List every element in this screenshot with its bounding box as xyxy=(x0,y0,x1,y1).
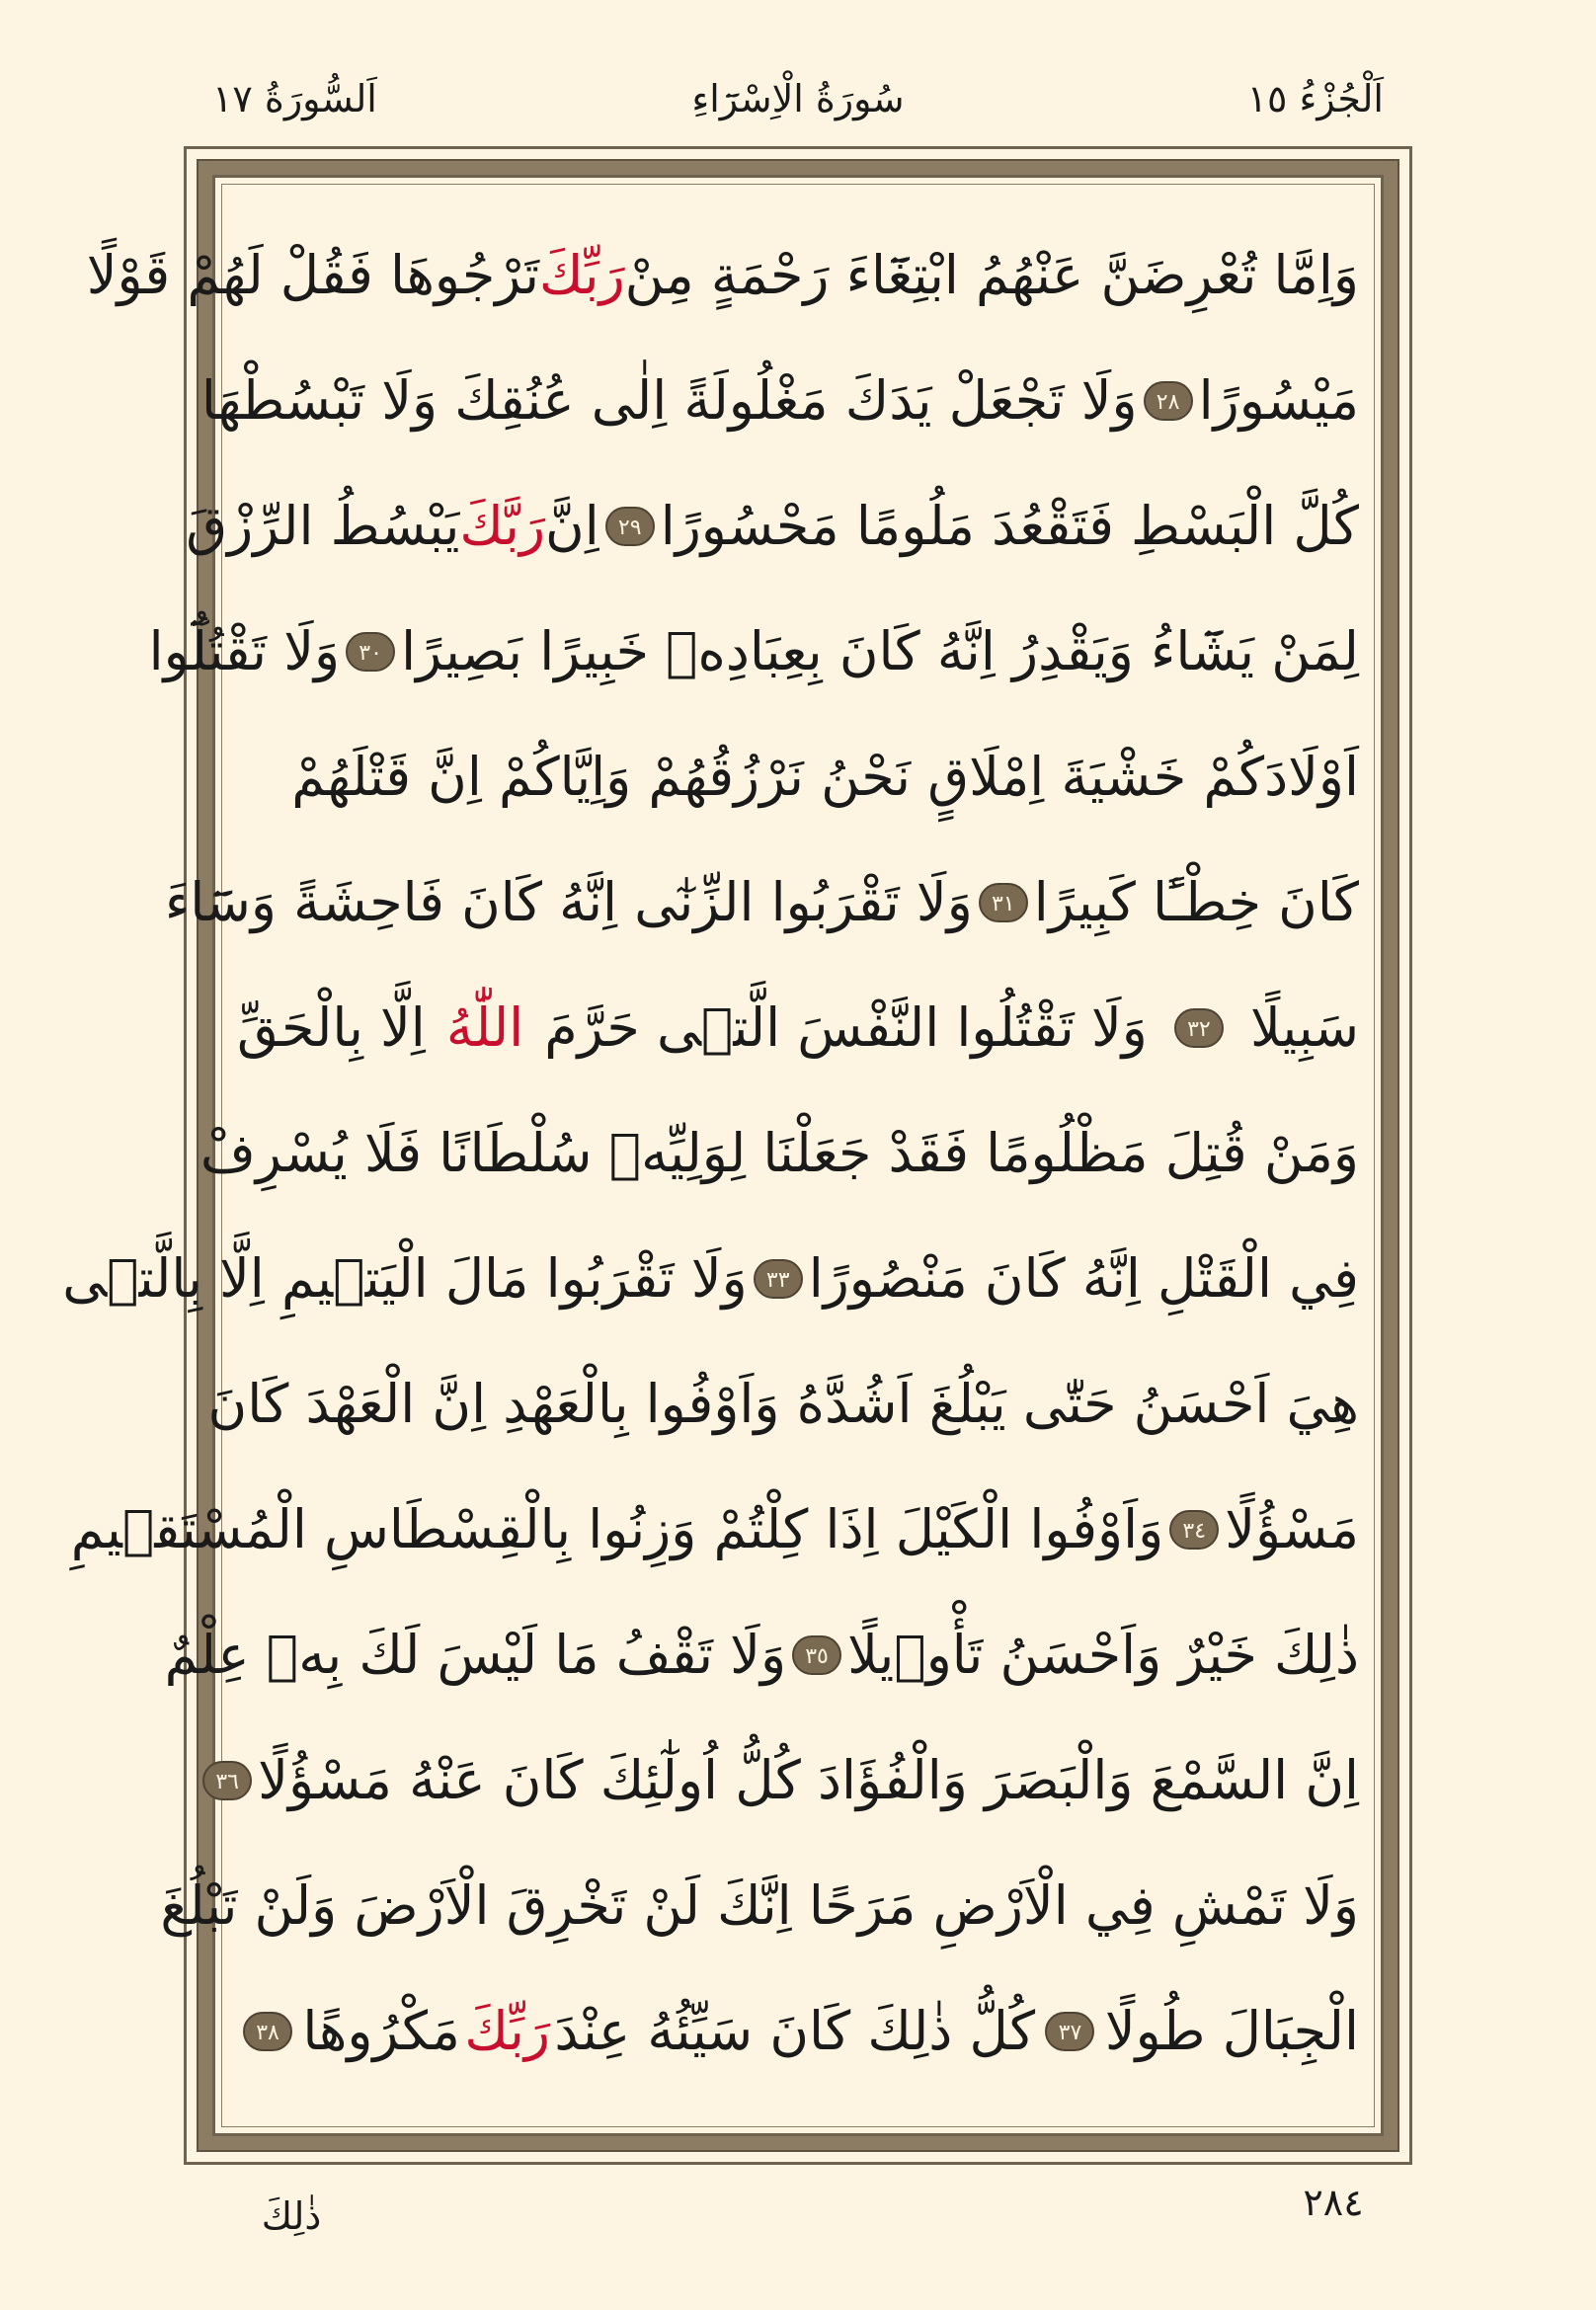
verse-text: ذٰلِكَ خَيْرٌ وَاَحْسَنُ تَأْوٖيلًا xyxy=(847,1624,1359,1686)
verse-text: كَانَ خِطْـًٔا كَبِيرًا xyxy=(1033,871,1359,933)
verse-text: اِنَّ xyxy=(545,495,599,557)
ayah-number-marker: ٣٧ xyxy=(1045,2012,1094,2051)
verse-text: لِمَنْ يَشَٓاءُ وَيَقْدِرُ اِنَّهُ كَانَ بِعِبَادِهٖ خَبِيرًا بَصِيرًا xyxy=(401,620,1359,682)
divine-name-text: رَبِّكَ xyxy=(464,2000,550,2062)
text-line-2 xyxy=(200,343,1359,459)
text-line-5 xyxy=(237,719,1359,836)
verse-text: فِي الْقَتْلِ اِنَّهُ كَانَ مَنْصُورًا xyxy=(808,1247,1359,1310)
text-line-3 xyxy=(186,468,1359,585)
divine-name-text: اللّٰهُ xyxy=(445,996,524,1059)
verse-text: اَوْلَادَكُمْ خَشْيَةَ اِمْلَاقٍ نَحْنُ نَرْزُقُهُمْ وَاِيَّاكُمْ اِنَّ قَتْلَهُمْ xyxy=(291,746,1359,808)
text-line-10 xyxy=(207,1346,1359,1463)
ayah-number-marker: ٢٨ xyxy=(1144,381,1193,421)
verse-text: سَبِيلًا xyxy=(1249,996,1359,1059)
verse-text: وَلَا تَمْشِ فِي الْاَرْضِ مَرَحًا اِنَّكَ لَنْ تَخْرِقَ الْاَرْضَ وَلَنْ تَبْلُغَ xyxy=(160,1874,1359,1937)
page-header xyxy=(0,69,1596,128)
verse-text: وَاِمَّا تُعْرِضَنَّ عَنْهُمُ ابْتِغَٓاءَ رَحْمَةٍ مِنْ xyxy=(624,244,1359,306)
verse-text: وَلَا تَقْتُلُٓوا xyxy=(148,620,341,682)
verse-text: وَلَا تَقْتُلُوا النَّفْسَ الَّتٖى حَرَّمَ xyxy=(544,996,1148,1059)
verse-text: كُلُّ ذٰلِكَ كَانَ سَيِّئُهُ عِنْدَ xyxy=(554,2000,1036,2062)
ayah-number-marker: ٣٤ xyxy=(1169,1510,1219,1550)
verse-text: تَرْجُوهَا فَقُلْ لَهُمْ قَوْلًا xyxy=(86,244,540,306)
text-line-6 xyxy=(164,844,1359,961)
verse-text: يَبْسُطُ الرِّزْقَ xyxy=(186,495,460,557)
text-line-9 xyxy=(62,1221,1359,1337)
verse-text: وَمَنْ قُتِلَ مَظْلُومًا فَقَدْ جَعَلْنَا لِوَلِيِّهٖ سُلْطَانًا فَلَا يُسْرِفْ xyxy=(200,1122,1359,1184)
text-line-8 xyxy=(200,1095,1359,1212)
text-line-7 xyxy=(237,970,1359,1086)
verse-text: اِنَّ السَّمْعَ وَالْبَصَرَ وَالْفُؤَادَ كُلُّ اُولٰٓئِكَ كَانَ عَنْهُ مَسْؤُلًا xyxy=(258,1749,1359,1811)
verse-text: اِلَّا بِالْحَقِّ xyxy=(237,996,426,1059)
ayah-number-marker: ٢٩ xyxy=(605,507,655,546)
verse-text: وَاَوْفُوا الْكَيْلَ اِذَا كِلْتُمْ وَزِنُوا بِالْقِسْطَاسِ الْمُسْتَقٖيمِ xyxy=(70,1498,1164,1560)
page-number: ٢٨٤ xyxy=(1303,2181,1364,2224)
ayah-number-marker: ٣١ xyxy=(979,883,1028,922)
verse-text: الْجِبَالَ طُولًا xyxy=(1104,2000,1359,2062)
text-line-11 xyxy=(70,1472,1359,1588)
text-line-15 xyxy=(237,1973,1359,2090)
verse-text: وَلَا تَقْفُ مَا لَيْسَ لَكَ بِهٖ عِلْمٌ xyxy=(164,1624,787,1686)
text-line-14 xyxy=(160,1848,1359,1964)
juz-label: اَلْجُزْءُ ١٥ xyxy=(1246,77,1384,120)
surah-number: اَلسُّورَةُ ١٧ xyxy=(212,77,377,120)
verse-text: وَلَا تَجْعَلْ يَدَكَ مَغْلُولَةً اِلٰى عُنُقِكَ وَلَا تَبْسُطْهَا xyxy=(200,369,1138,432)
ayah-number-marker: ٣٠ xyxy=(346,632,395,672)
verse-text: وَلَا تَقْرَبُوا الزِّنٰٓى اِنَّهُ كَانَ فَاحِشَةً وَسَٓاءَ xyxy=(164,871,973,933)
catchword: ذٰلِكَ xyxy=(261,2194,322,2238)
ayah-number-marker: ٣٦ xyxy=(202,1761,252,1800)
text-line-13 xyxy=(215,1722,1359,1839)
divine-name-text: رَبَّكَ xyxy=(459,495,546,557)
ayah-number-marker: ٣٥ xyxy=(792,1635,841,1675)
ayah-number-marker: ٣٣ xyxy=(754,1259,803,1299)
verse-text: هِيَ اَحْسَنُ حَتّٰى يَبْلُغَ اَشُدَّهُ وَاَوْفُوا بِالْعَهْدِ اِنَّ الْعَهْدَ كَانَ xyxy=(207,1373,1359,1435)
verse-text: مَكْرُوهًا xyxy=(302,2000,460,2062)
quran-text-body xyxy=(62,217,1359,2104)
text-line-4 xyxy=(148,594,1359,710)
verse-text: مَيْسُورًا xyxy=(1198,369,1359,432)
ayah-number-marker: ٣٨ xyxy=(243,2012,292,2051)
verse-text: وَلَا تَقْرَبُوا مَالَ الْيَتٖيمِ اِلَّا بِالَّتٖى xyxy=(62,1247,748,1310)
text-line-12 xyxy=(164,1597,1359,1713)
verse-text: مَسْؤُلًا xyxy=(1225,1498,1359,1560)
surah-name: سُورَةُ الْاِسْرَٓاءِ xyxy=(691,77,905,120)
divine-name-text: رَبِّكَ xyxy=(539,244,625,306)
text-line-1 xyxy=(86,217,1359,334)
ayah-number-marker: ٣٢ xyxy=(1174,1008,1224,1048)
verse-text: كُلَّ الْبَسْطِ فَتَقْعُدَ مَلُومًا مَحْسُورًا xyxy=(660,495,1359,557)
